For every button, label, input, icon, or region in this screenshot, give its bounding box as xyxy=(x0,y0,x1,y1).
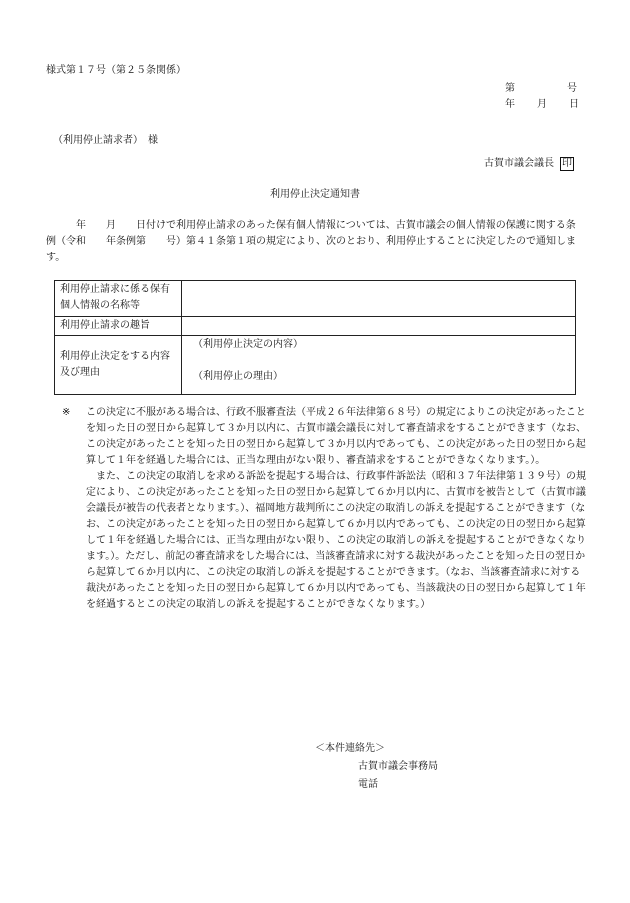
row-label-info-name: 利用停止請求に係る保有個人情報の名称等 xyxy=(55,281,182,317)
table-row xyxy=(55,281,576,317)
row-value-request-purpose xyxy=(182,317,576,336)
document-title: 利用停止決定通知書 xyxy=(270,189,360,200)
contact-heading: ＜本件連絡先＞ xyxy=(315,743,385,754)
seal-mark: 印 xyxy=(562,158,572,169)
appeal-notes xyxy=(62,405,586,613)
contact-office: 古賀市議会事務局 xyxy=(358,761,438,772)
date-year: 年 xyxy=(505,99,515,110)
row-value-decision-content xyxy=(182,336,576,395)
row-value-info-name xyxy=(182,281,576,317)
row-label-request-purpose: 利用停止請求の趣旨 xyxy=(55,317,182,336)
date-month: 月 xyxy=(537,99,547,110)
note-paragraph-2: また、この決定の取消しを求める訴訟を提起する場合は、行政事件訴訟法（昭和３７年法律第１３９号）の規定により、この決定があったことを知った日の翌日から起算して６か月以内に、古賀市を被告として（古賀市議会議長が被告の代表者となります。）、福岡地方裁判所にこの決定の取消しの訴えを提起することができます（なお、この決定があったことを知った日の翌日から起算して６か月以内であっても、この決定の日の翌日から起算して１年を経過した場合には、正当な理由がない限り、この決定の取消しの訴えを提起することができなくなります。）。ただし、前記の審査請求をした場合には、当該審査請求に対する裁決があったことを知った日の翌日から起算して６か月以内に、この決定の取消しの訴えを提起することができます。（なお、当該審査請求に対する裁決があったことを知った日の翌日から起算して６か月以内であっても、当該裁決の日の翌日から起算して１年を経過するとこの決定の取消しの訴えを提起することができなくなります。） xyxy=(86,471,586,610)
decision-table xyxy=(54,280,576,395)
intro-paragraph: 年 月 日付けで利用停止請求のあった保有個人情報については、古賀市議会の個人情報の保護に関する条例（令和 年条例第 号）第４１条第１項の規定により、次のとおり、利用停止することに決定したので通知します。 xyxy=(46,220,576,263)
doc-no-prefix: 第 xyxy=(505,83,515,94)
decision-reason-hint: （利用停止の理由） xyxy=(193,371,283,382)
table-row xyxy=(55,336,576,395)
note-paragraph-1 xyxy=(62,405,586,469)
form-number: 様式第１７号（第２５条関係） xyxy=(46,65,186,76)
note-mark: ※ xyxy=(62,407,71,418)
contact-tel: 電話 xyxy=(358,779,378,790)
issuer-name: 古賀市議会議長 xyxy=(484,158,554,169)
issuer xyxy=(484,157,574,171)
row-label-decision-content: 利用停止決定をする内容及び理由 xyxy=(55,336,182,395)
table-row xyxy=(55,317,576,336)
addressee: （利用停止請求者） 様 xyxy=(53,135,158,146)
decision-content-hint: （利用停止決定の内容） xyxy=(193,339,303,350)
doc-no-suffix: 号 xyxy=(567,83,577,94)
document-number xyxy=(505,82,577,96)
note-text-1: この決定に不服がある場合は、行政不服審査法（平成２６年法律第６８号）の規定によりこの決定があったことを知った日の翌日から起算して３か月以内に、古賀市議会議長に対して審査請求をすることができます（なお、この決定があったことを知った日の翌日から起算して３か月以内であっても、この決定があった日の翌日から起算して１年を経過した場合には、正当な理由がない限り、審査請求をすることができなくなります。）。 xyxy=(86,407,586,466)
date-day: 日 xyxy=(569,99,579,110)
issue-date xyxy=(505,98,579,112)
